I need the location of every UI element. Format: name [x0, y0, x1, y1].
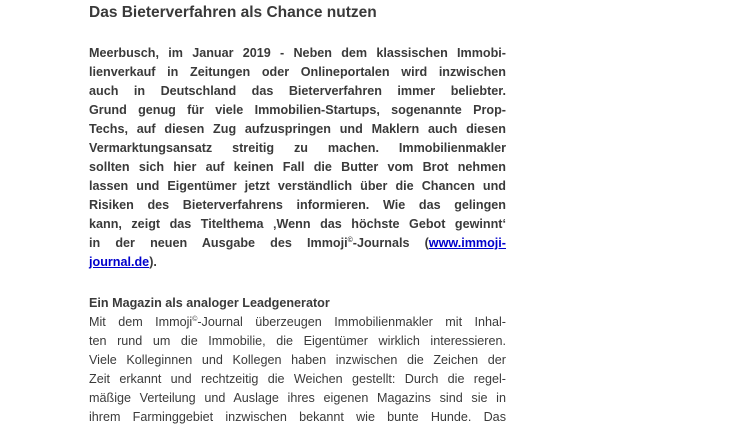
copyright-mark: ©: [192, 316, 198, 323]
body-text: -Journal überzeugen Immobilienmakler mit Inhal-: [197, 315, 506, 329]
lead-line: lienverkauf in Zeitungen oder Onlineportalen wird inzwischen: [89, 65, 506, 79]
body-line: Viele Kolleginnen und Kollegen haben inzwischen die Zeichen der: [89, 353, 506, 367]
lead-line: auch in Deutschland das Bieterverfahren immer beliebter.: [89, 84, 506, 98]
lead-text: ).: [149, 255, 157, 269]
copyright-mark: ©: [347, 237, 353, 244]
lead-line-end: [89, 253, 506, 272]
body-line: mäßige Verteilung und Auslage ihres eigenen Magazins sind sie in: [89, 391, 506, 405]
lead-text: in der neuen Ausgabe des Immoji: [89, 236, 348, 250]
body-line: ten rund um die Immobilie, die Eigentümer wirklich interessieren.: [89, 334, 506, 348]
lead-line: sollten sich hier auf keinen Fall die Butter vom Brot nehmen: [89, 160, 506, 174]
lead-line: Vermarktungsansatz streitig zu machen. Immobilienmakler: [89, 141, 506, 155]
journal-link[interactable]: www.immoji-: [428, 236, 506, 250]
lead-text: -Journals (: [352, 236, 429, 250]
lead-line: Grund genug für viele Immobilien-Startups, sogenannte Prop-: [89, 103, 506, 117]
body-line: ihrem Farminggebiet inzwischen bekannt wie bunte Hunde. Das: [89, 410, 506, 424]
body-line: Zeit erkannt und rechtzeitig die Weichen gestellt: Durch die regel-: [89, 372, 506, 386]
lead-line-with-link: [89, 234, 506, 253]
section-heading: Ein Magazin als analoger Leadgenerator: [89, 296, 330, 310]
lead-line: Techs, auf diesen Zug aufzuspringen und Maklern auch diesen: [89, 122, 506, 136]
lead-line: lassen und Eigentümer jetzt verständlich über die Chancen und: [89, 179, 506, 193]
document-title: Das Bieterverfahren als Chance nutzen: [89, 4, 377, 21]
lead-line: Risiken des Bieterverfahrens informieren. Wie das gelingen: [89, 198, 506, 212]
lead-line: Meerbusch, im Januar 2019 - Neben dem klassischen Immobi-: [89, 46, 506, 60]
body-text: Mit dem Immoji: [89, 315, 193, 329]
lead-line: kann, zeigt das Titelthema ‚Wenn das höchste Gebot gewinnt‘: [89, 217, 506, 231]
body-line: [89, 313, 506, 332]
journal-link-continued[interactable]: journal.de: [89, 255, 150, 269]
